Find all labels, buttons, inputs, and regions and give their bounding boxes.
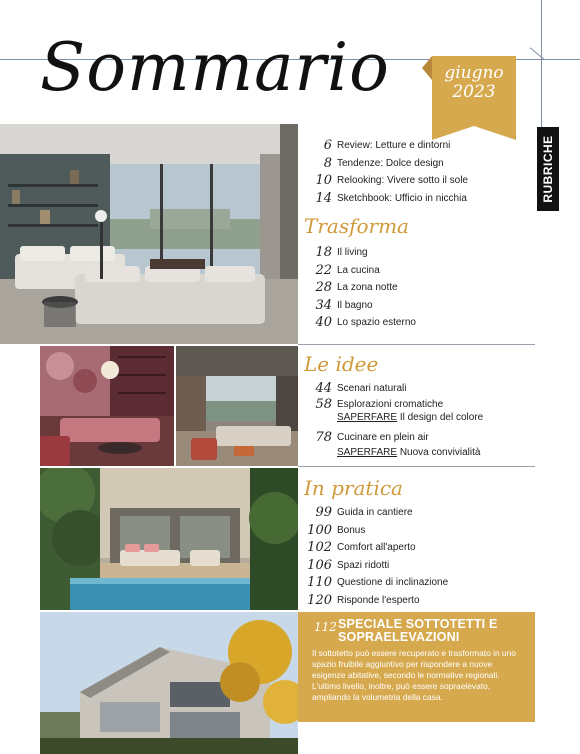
page-number: 8 <box>323 155 332 171</box>
pink-living-photo <box>40 346 174 466</box>
page-number: 28 <box>315 280 332 296</box>
page-number: 110 <box>307 575 332 591</box>
subitem-label: Nuova convivialità <box>399 447 481 458</box>
list-subitem[interactable] <box>312 411 483 425</box>
list-item[interactable] <box>312 380 483 398</box>
item-label: La zona notte <box>337 282 398 294</box>
special-page-number: 112 <box>314 620 337 634</box>
page-number: 58 <box>315 396 332 412</box>
patio-pool-illustration <box>40 468 298 610</box>
section-heading-idee: Le idee <box>304 352 379 376</box>
list-item[interactable] <box>312 244 416 262</box>
page-number: 10 <box>315 173 332 189</box>
item-label: Review: Letture e dintorni <box>337 140 451 152</box>
page-number: 100 <box>307 522 332 538</box>
page-number: 22 <box>315 262 332 278</box>
issue-date <box>432 64 516 102</box>
list-item[interactable] <box>304 557 448 575</box>
item-label: Esplorazioni cromatiche <box>337 398 444 410</box>
pink-living-illustration <box>40 346 174 466</box>
list-item[interactable] <box>312 429 483 447</box>
list-item[interactable] <box>312 262 416 280</box>
loft-building-illustration <box>40 612 298 738</box>
item-label: Tendenze: Dolce design <box>337 157 444 169</box>
page-number: 102 <box>307 540 332 556</box>
list-item[interactable] <box>312 190 468 208</box>
page-number: 40 <box>315 315 332 331</box>
page-number: 106 <box>307 557 332 573</box>
item-label: Il bagno <box>337 299 373 311</box>
loft-building-photo <box>40 612 298 738</box>
section-divider <box>298 466 535 467</box>
item-label: La cucina <box>337 264 380 276</box>
crop-mark-vertical <box>541 0 542 140</box>
item-label: Relooking: Vivere sotto il sole <box>337 175 468 187</box>
page-number: 18 <box>315 245 332 261</box>
rubriche-tab-label: RUBRICHE <box>541 135 555 203</box>
item-label: Spazi ridotti <box>337 559 390 571</box>
list-item[interactable] <box>304 592 448 610</box>
page-number: 14 <box>315 190 332 206</box>
page-title: Sommario <box>40 29 390 106</box>
special-title: SPECIALE SOTTOTETTI E SOPRAELEVAZIONI <box>338 617 498 644</box>
page-number: 120 <box>307 592 332 608</box>
list-item[interactable] <box>312 279 416 297</box>
item-label: Comfort all'aperto <box>337 542 416 554</box>
saperfare-tag: SAPERFARE <box>337 447 398 458</box>
special-feature-box[interactable] <box>298 612 535 722</box>
item-label: Questione di inclinazione <box>337 577 449 589</box>
list-item[interactable] <box>312 314 416 332</box>
item-label: Il living <box>337 247 368 259</box>
list-item[interactable] <box>312 172 468 190</box>
list-item[interactable] <box>312 297 416 315</box>
page-number: 78 <box>315 430 332 445</box>
saperfare-tag: SAPERFARE <box>337 412 398 423</box>
grey-living-illustration <box>176 346 298 466</box>
subitem-label: Il design del colore <box>399 412 484 423</box>
item-label: Scenari naturali <box>337 383 407 395</box>
list-subitem[interactable] <box>312 447 483 459</box>
list-item[interactable] <box>312 398 483 411</box>
list-item[interactable] <box>304 504 448 522</box>
page-number: 99 <box>315 505 332 521</box>
section-heading-pratica: In pratica <box>304 476 403 500</box>
item-label: Risponde l'esperto <box>337 594 420 606</box>
page-number: 6 <box>323 138 332 154</box>
grey-living-photo <box>176 346 298 466</box>
list-item[interactable] <box>304 539 448 557</box>
patio-pool-photo <box>40 468 298 610</box>
rubriche-list <box>312 137 468 207</box>
living-room-photo <box>0 124 298 344</box>
list-item[interactable] <box>312 137 468 155</box>
item-label: Sketchbook: Ufficio in nicchia <box>337 192 467 204</box>
item-label: Cucinare en plein air <box>337 432 429 443</box>
page-number: 34 <box>315 297 332 313</box>
living-room-illustration <box>0 124 298 344</box>
special-description: Il sottotetto può essere recuperato e trasformato in uno spazio fruibile aggiuntivo per rispondere a nuove esigenze abitative, secondo le normative regionali. L'ultimo livello, inoltre, può essere sopraelevato, ampliando la volumetria della casa. <box>312 648 516 702</box>
list-item[interactable] <box>304 574 448 592</box>
section-divider <box>298 344 535 345</box>
item-label: Guida in cantiere <box>337 507 413 519</box>
issue-year: 2023 <box>452 82 496 102</box>
issue-month: giugno <box>444 63 504 83</box>
section-heading-trasforma: Trasforma <box>304 214 409 238</box>
item-label: Bonus <box>337 524 366 536</box>
list-item[interactable] <box>312 155 468 173</box>
crop-mark-diagonal <box>530 47 544 59</box>
date-ribbon <box>432 56 516 126</box>
idee-list <box>312 380 483 459</box>
rubriche-tab <box>537 127 559 211</box>
pratica-list <box>304 504 448 609</box>
hedge-strip <box>40 738 298 754</box>
list-item[interactable] <box>304 522 448 540</box>
trasforma-list <box>312 244 416 332</box>
item-label: Lo spazio esterno <box>337 317 416 329</box>
page-number: 44 <box>315 381 332 397</box>
